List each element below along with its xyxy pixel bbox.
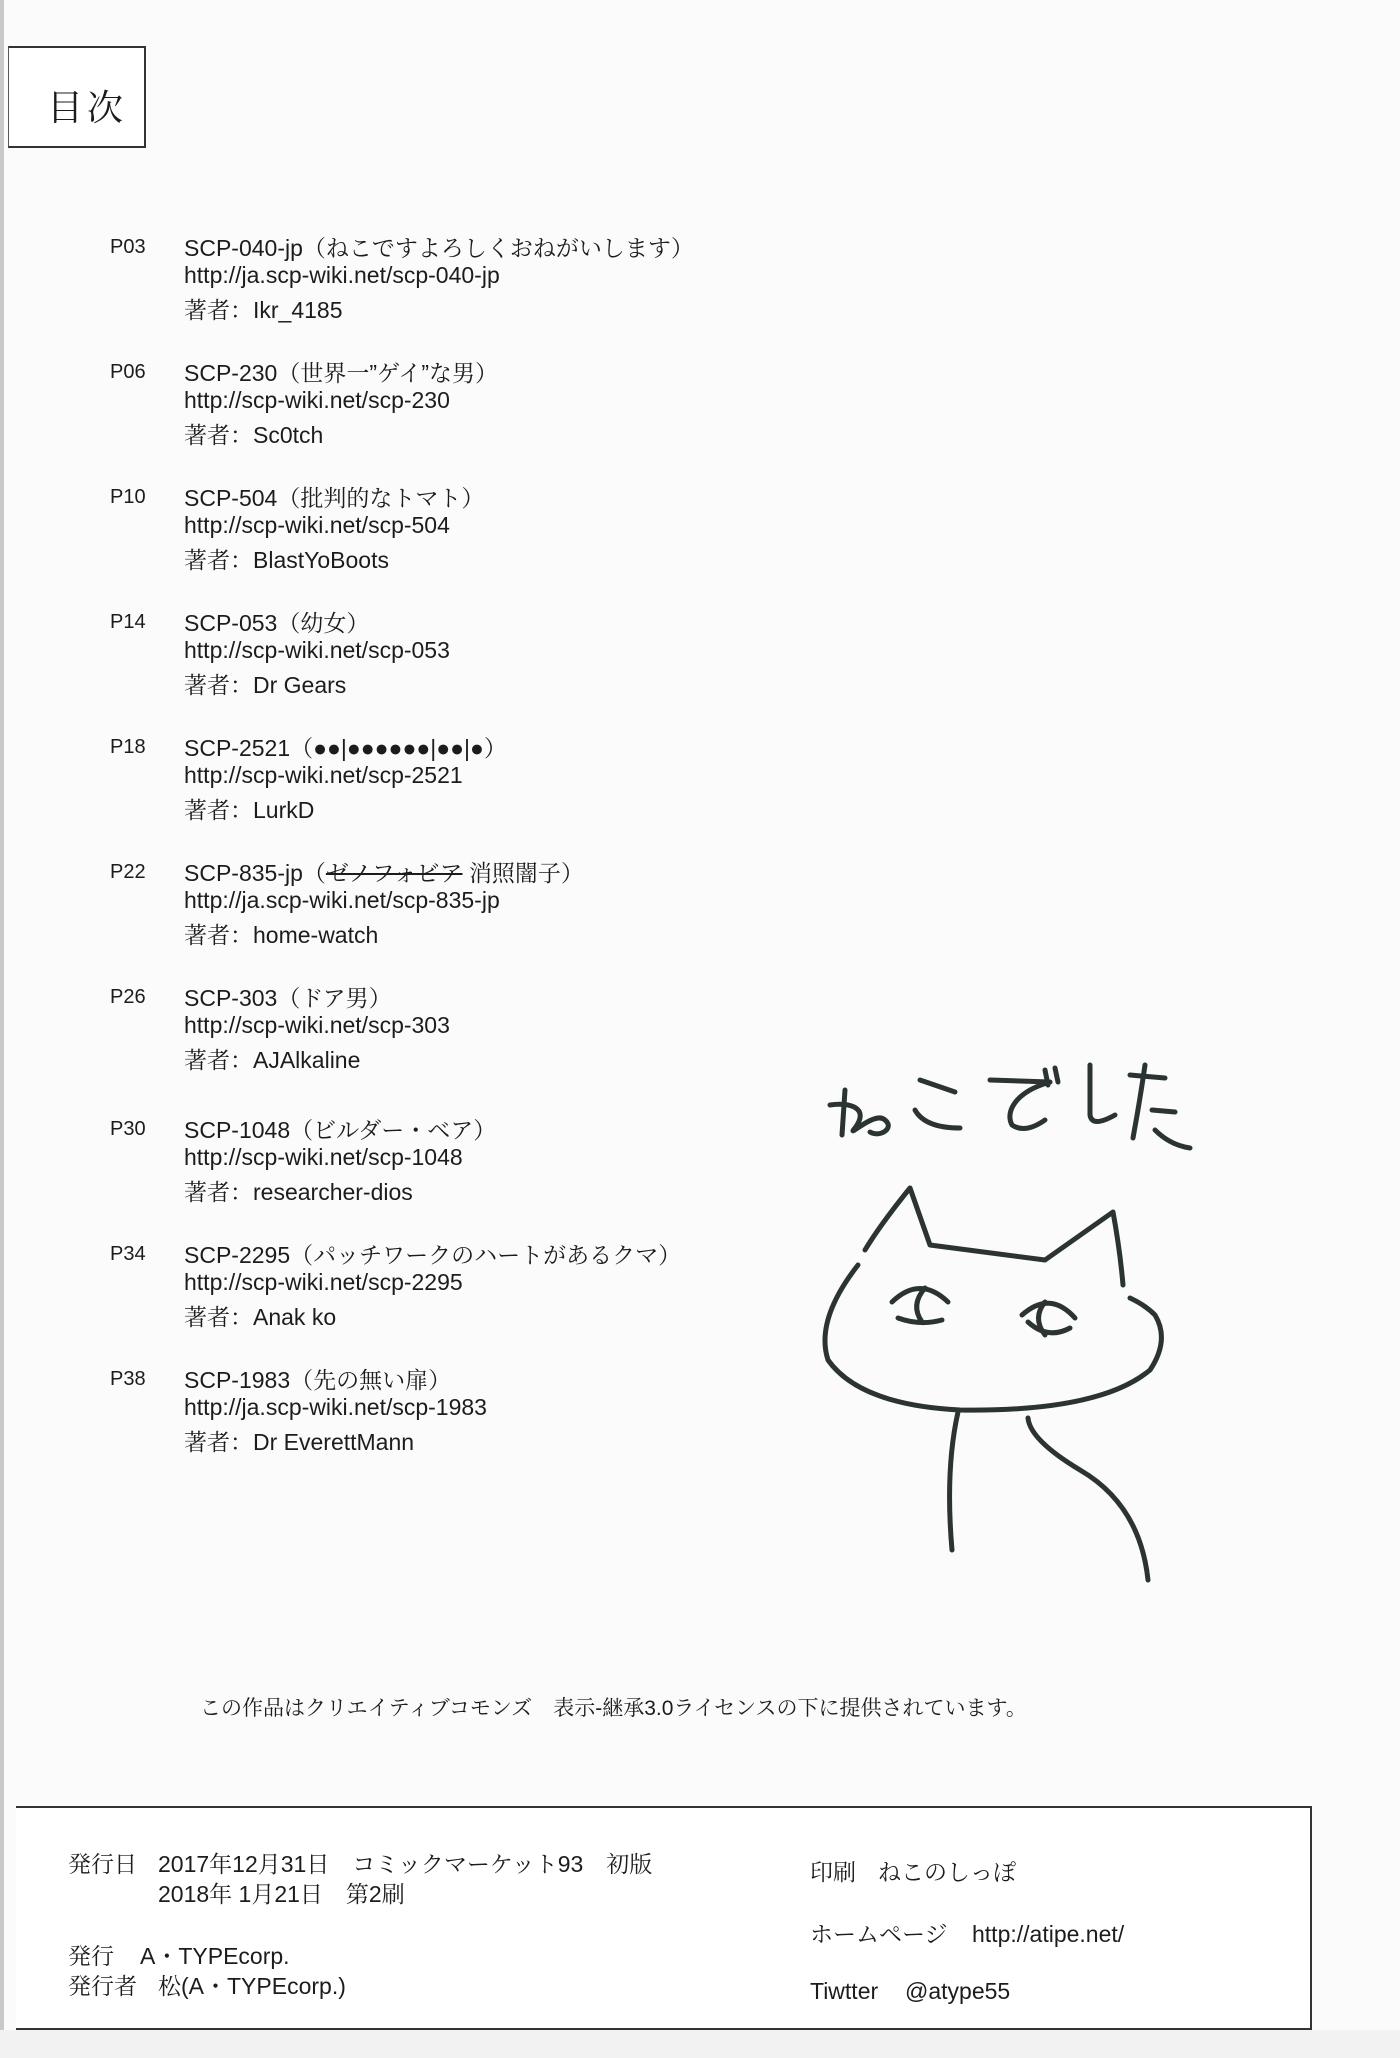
toc-page-number: P10 xyxy=(110,486,146,508)
toc-title: SCP-2521（●●|●●●●●●|●●|●） xyxy=(184,735,507,761)
toc-entry xyxy=(0,1235,800,1345)
toc-entry xyxy=(0,1110,800,1220)
toc-author: 著者：BlastYoBoots xyxy=(184,547,389,573)
toc-page-number: P30 xyxy=(110,1118,146,1140)
toc-entry xyxy=(0,228,800,338)
license-notice: この作品はクリエイティブコモンズ 表示-継承3.0ライセンスの下に提供されています。 xyxy=(200,1697,1027,1720)
toc-author: 著者：home-watch xyxy=(184,922,379,948)
toc-page-number: P38 xyxy=(110,1368,146,1390)
toc-page-number: P14 xyxy=(110,611,146,633)
colophon-box xyxy=(16,1806,1312,2030)
toc-page-number: P03 xyxy=(110,236,146,258)
toc-url: http://ja.scp-wiki.net/scp-835-jp xyxy=(184,887,500,913)
toc-entry xyxy=(0,1360,800,1470)
homepage-link[interactable]: http://atipe.net/ xyxy=(972,1921,1125,1947)
toc-page-number: P34 xyxy=(110,1243,146,1265)
toc-url: http://scp-wiki.net/scp-303 xyxy=(184,1012,450,1038)
toc-title: SCP-835-jp（ゼノフォビア 消照闇子） xyxy=(184,860,584,886)
toc-author: 著者：Anak ko xyxy=(184,1304,337,1330)
toc-entry xyxy=(0,603,800,713)
toc-title: SCP-504（批判的なトマト） xyxy=(184,485,485,511)
toc-url: http://ja.scp-wiki.net/scp-040-jp xyxy=(184,262,500,288)
toc-url: http://scp-wiki.net/scp-504 xyxy=(184,512,450,538)
toc-page-number: P22 xyxy=(110,861,146,883)
twitter: Tiwtter @atype55 xyxy=(810,1978,1011,2004)
toc-title: SCP-1983（先の無い扉） xyxy=(184,1367,452,1393)
struck-text: ゼノフォビア xyxy=(325,860,463,886)
twitter-handle[interactable]: @atype55 xyxy=(905,1978,1011,2004)
homepage: ホームページ http://atipe.net/ xyxy=(810,1921,1125,1947)
toc-author: 著者：LurkD xyxy=(184,797,315,823)
toc-url: http://scp-wiki.net/scp-2521 xyxy=(184,762,463,788)
toc-url: http://scp-wiki.net/scp-230 xyxy=(184,387,450,413)
toc-title: SCP-230（世界一”ゲイ”な男） xyxy=(184,360,499,386)
cat-illustration xyxy=(800,1050,1220,1610)
toc-author: 著者：Dr Gears xyxy=(184,672,347,698)
toc-entry xyxy=(0,728,800,838)
toc-entry xyxy=(0,853,800,963)
toc-url: http://ja.scp-wiki.net/scp-1983 xyxy=(184,1394,487,1420)
page-bottom-edge xyxy=(0,2030,1400,2058)
toc-page-number: P26 xyxy=(110,986,146,1008)
toc-title: SCP-303（ドア男） xyxy=(184,985,392,1011)
toc-entry xyxy=(0,978,800,1088)
caption-handwriting xyxy=(830,1065,1190,1148)
toc-entry xyxy=(0,478,800,588)
toc-author: 著者：AJAlkaline xyxy=(184,1047,361,1073)
cat-drawing-icon xyxy=(800,1050,1220,1610)
page-title: 目次 xyxy=(47,87,128,128)
toc-author: 著者：Ikr_4185 xyxy=(184,297,343,323)
toc-title: SCP-2295（パッチワークのハートがあるクマ） xyxy=(184,1242,682,1268)
toc-url: http://scp-wiki.net/scp-053 xyxy=(184,637,450,663)
publish-date: 発行日 2017年12月31日 コミックマーケット93 初版 xyxy=(68,1851,653,1877)
publisher: 発行 A・TYPEcorp. xyxy=(68,1943,290,1969)
printer: 印刷 ねこのしっぽ xyxy=(810,1859,1016,1885)
toc-title: SCP-040-jp（ねこですよろしくおねがいします） xyxy=(184,235,694,261)
toc-page-number: P06 xyxy=(110,361,146,383)
toc-author: 著者：Sc0tch xyxy=(184,422,324,448)
toc-url: http://scp-wiki.net/scp-2295 xyxy=(184,1269,463,1295)
toc-title: SCP-1048（ビルダー・ベア） xyxy=(184,1117,497,1143)
publish-date-reprint: 2018年 1月21日 第2刷 xyxy=(158,1881,405,1907)
toc-url: http://scp-wiki.net/scp-1048 xyxy=(184,1144,463,1170)
toc-page-number: P18 xyxy=(110,736,146,758)
toc-title: SCP-053（幼女） xyxy=(184,610,370,636)
toc-author: 著者：Dr EverettMann xyxy=(184,1429,415,1455)
toc-entry xyxy=(0,353,800,463)
toc-heading-box xyxy=(8,46,146,148)
toc-author: 著者：researcher-dios xyxy=(184,1179,413,1205)
issuer: 発行者 松(A・TYPEcorp.) xyxy=(68,1973,346,1999)
